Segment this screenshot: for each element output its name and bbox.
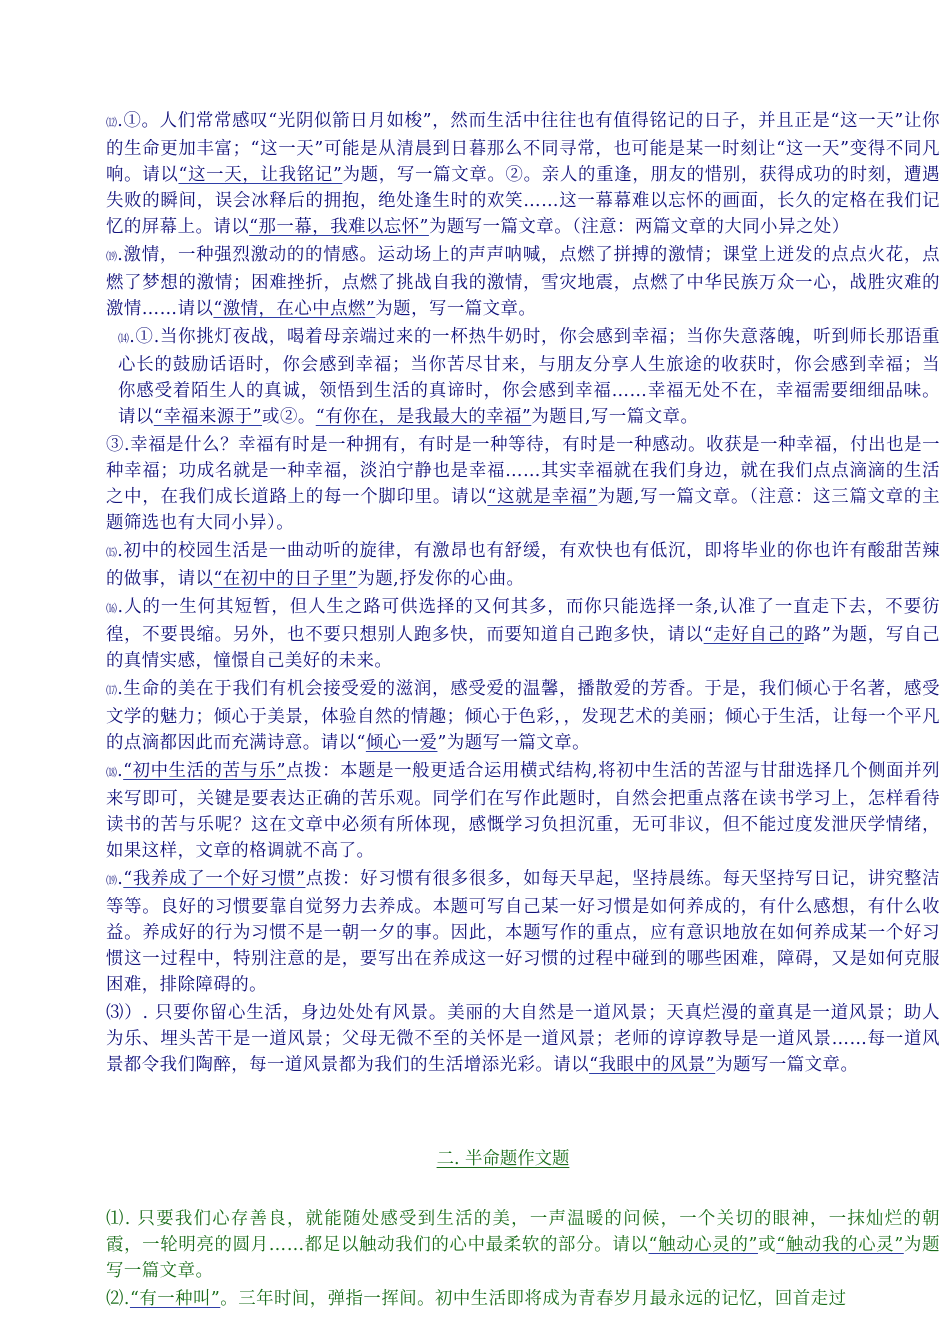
paragraph-text: .①。人们常常感叹“光阴似箭日月如梭”，然而生活中往往也有值得铭记的日子，并且正是“这一天”让你的生命更加丰富；“这一天”可能是从清晨到日暮那么不同寻常，也可能是某一时刻让“这一天”变得不同凡响。请以: [106, 111, 940, 185]
paragraph-text: 或: [757, 1235, 777, 1255]
essay-title: “那一幕，我难以忘怀”: [249, 217, 429, 237]
item-number: ⑶）: [106, 1003, 143, 1023]
item-number: ⒅: [106, 766, 118, 779]
paragraph-g1: [66, 1206, 940, 1284]
item-number: ⒁: [118, 332, 130, 345]
item-number: ⒄: [106, 684, 118, 697]
paragraph-text: . 只要你留心生活，身边处处有风景。美丽的大自然是一道风景；天真烂漫的童真是一道风景；助人为乐、埋头苦干是一道风景；父母无微不至的关怀是一道风景；老师的谆谆教导是一道风景……每一道风景都令我们陶醉，每一道风景都为我们的生活增添光彩。请以: [106, 1003, 940, 1075]
paragraph-g2: [66, 1286, 940, 1312]
paragraph-12: [66, 108, 940, 240]
paragraph-text: 为题，写一篇文章。②。亲人的重逢，朋友的惜别，获得成功的时刻，遭遇失败的瞬间，误会冰释后的拥抱，绝处逢生时的欢笑……这一幕幕难以忘怀的画面，长久的定格在我们记忆的屏幕上。请以: [106, 165, 940, 237]
paragraph-text: 点拨：好习惯有很多很多，如每天早起，坚持晨练。每天坚持写日记，讲究整洁等等。良好的习惯要靠自觉努力去养成。本题可写自己某一好习惯是如何养成的，有什么感想，有什么收益。养成好的行为习惯不是一朝一夕的事。因此，本题写作的重点，应有意识地放在如何养成某一个好习惯这一过程中，特别注意的是，要写出在养成这一好习惯的过程中碰到的哪些困难，障碍，又是如何克服困难，排除障碍的。: [106, 869, 940, 995]
paragraph-text: ③.幸福是什么？幸福有时是一种拥有，有时是一种等待，有时是一种感动。收获是一种幸福，付出也是一种幸福；功成名就是一种幸福，淡泊宁静也是幸福……其实幸福就在我们身边，就在我们点点滴滴的生活之中，在我们成长道路上的每一个脚印里。请以: [106, 435, 940, 507]
essay-title: “激情，在心中点燃”: [213, 299, 376, 319]
essay-title: “我眼中的风景”: [589, 1055, 716, 1075]
paragraph-14: [66, 324, 940, 430]
essay-title: “这就是幸福”: [487, 487, 598, 507]
paragraph-text: .: [123, 1289, 130, 1309]
paragraph-text: .激情，一种强烈激动的的情感。运动场上的声声呐喊，点燃了拼搏的激情；课堂上迸发的点点火花，点燃了梦想的激情；困难挫折，点燃了挑战自我的激情，雪灾地震，点燃了中华民族万众一心，战胜灾难的激情……请以: [106, 245, 940, 319]
section-heading-text: 二. 半命题作文题: [436, 1149, 570, 1169]
essay-title: “触动我的心灵”: [776, 1235, 904, 1255]
paragraph-text: .: [117, 869, 124, 889]
paragraph-text: 为题,抒发你的心曲。: [357, 569, 525, 589]
paragraph-text: .: [117, 761, 124, 781]
paragraph-14-3: [66, 432, 940, 536]
item-number: ⒆: [106, 250, 118, 263]
section-heading: [66, 1146, 940, 1172]
essay-title: 倾心一爱: [365, 733, 438, 753]
paragraph-text: 为题写一篇文章。（注意：两篇文章的大同小异之处）: [428, 217, 850, 237]
item-number: ⑿: [106, 116, 118, 129]
paragraph-19a: [66, 242, 940, 322]
paragraph-text: .人的一生何其短暂，但人生之路可供选择的又何其多，而你只能选择一条,认准了一直走下去，不要彷徨，不要畏缩。另外，也不要只想别人跑多快，而要知道自己跑多快，请以: [106, 597, 941, 645]
essay-title: “触动心灵的”: [648, 1235, 758, 1255]
item-number: ⑴: [106, 1209, 125, 1229]
paragraph-15: [66, 538, 940, 592]
paragraph-16: [66, 594, 940, 674]
paragraph-text: 为题，写一篇文章。: [375, 299, 537, 319]
item-number: ⒂: [106, 546, 118, 559]
item-number: ⑵: [106, 1289, 124, 1309]
paragraph-18: [66, 758, 940, 864]
paragraph-text: 为题写一篇文章。: [106, 1235, 940, 1281]
paragraph-text: .①.当你挑灯夜战，喝着母亲端过来的一杯热牛奶时，你会感到幸福；当你失意落魄，听到师长那语重心长的鼓励话语时，你会感到幸福；当你苦尽甘来，与朋友分享人生旅途的收获时，你会感到幸福；当你感受着陌生人的真诚，领悟到生活的真谛时，你会感到幸福……幸福无处不在，幸福需要细细品味。请以: [118, 327, 941, 427]
essay-title: “幸福来源于”: [153, 407, 263, 427]
paragraph-text: .初中的校园生活是一曲动听的旋律，有激昂也有舒缓，有欢快也有低沉，即将毕业的你也许有酸甜苦辣的做事，请以: [106, 541, 940, 589]
paragraph-text: 路”为题，写自己的真情实感，憧憬自己美好的未来。: [106, 625, 940, 671]
paragraph-19b: [66, 866, 940, 998]
essay-title: “走好自己的: [703, 625, 804, 645]
essay-title: “这一天，让我铭记”: [178, 165, 343, 185]
paragraph-text: ”为题写一篇文章。: [437, 733, 590, 753]
document-page: [66, 108, 940, 1314]
paragraph-text: .生命的美在于我们有机会接受爱的滋润，感受爱的温馨，播散爱的芳香。于是，我们倾心于名著，感受文学的魅力；倾心于美景，体验自然的情趣；倾心于色彩，，发现艺术的美丽；倾心于生活，让每一个平凡的点滴都因此而充满诗意。请以“: [106, 679, 940, 753]
item-number: ⒆: [106, 874, 118, 887]
paragraph-text: . 只要我们心存善良，就能随处感受到生活的美，一声温暖的问候，一个关切的眼神，一抹灿烂的朝霞，一轮明亮的圆月……都足以触动我们的心中最柔软的部分。请以: [106, 1209, 940, 1255]
paragraph-text: 点拨：本题是一般更适合运用横式结构,将初中生活的苦涩与甘甜选择几个侧面并列来写即可，关键是要表达正确的苦乐观。同学们在写作此题时，自然会把重点落在读书学习上，怎样看待读书的苦与乐呢？这在文章中必须有所体现，感慨学习负担沉重，无可非议，但不能过度发泄厌学情绪，如果这样，文章的格调就不高了。: [106, 761, 940, 861]
item-number: ⒃: [106, 602, 118, 615]
paragraph-text: 。三年时间，弹指一挥间。初中生活即将成为青春岁月最永远的记忆，回首走过: [220, 1289, 847, 1309]
paragraph-text: 为题,写一篇文章。（注意：这三篇文章的主题筛选也有大同小异）。: [106, 487, 940, 533]
essay-title: “有你在，是我最大的幸福”: [315, 407, 532, 427]
paragraph-3: [66, 1000, 940, 1078]
paragraph-text: 或②。: [262, 407, 316, 427]
essay-title: “有一种叫”: [129, 1289, 221, 1309]
paragraph-text: 为题写一篇文章。: [715, 1055, 859, 1075]
essay-title: “在初中的日子里”: [213, 569, 358, 589]
essay-title: “我养成了一个好习惯”: [123, 869, 306, 889]
paragraph-17: [66, 676, 940, 756]
essay-title: “初中生活的苦与乐”: [123, 761, 286, 781]
paragraph-text: 为题目,写一篇文章。: [531, 407, 699, 427]
